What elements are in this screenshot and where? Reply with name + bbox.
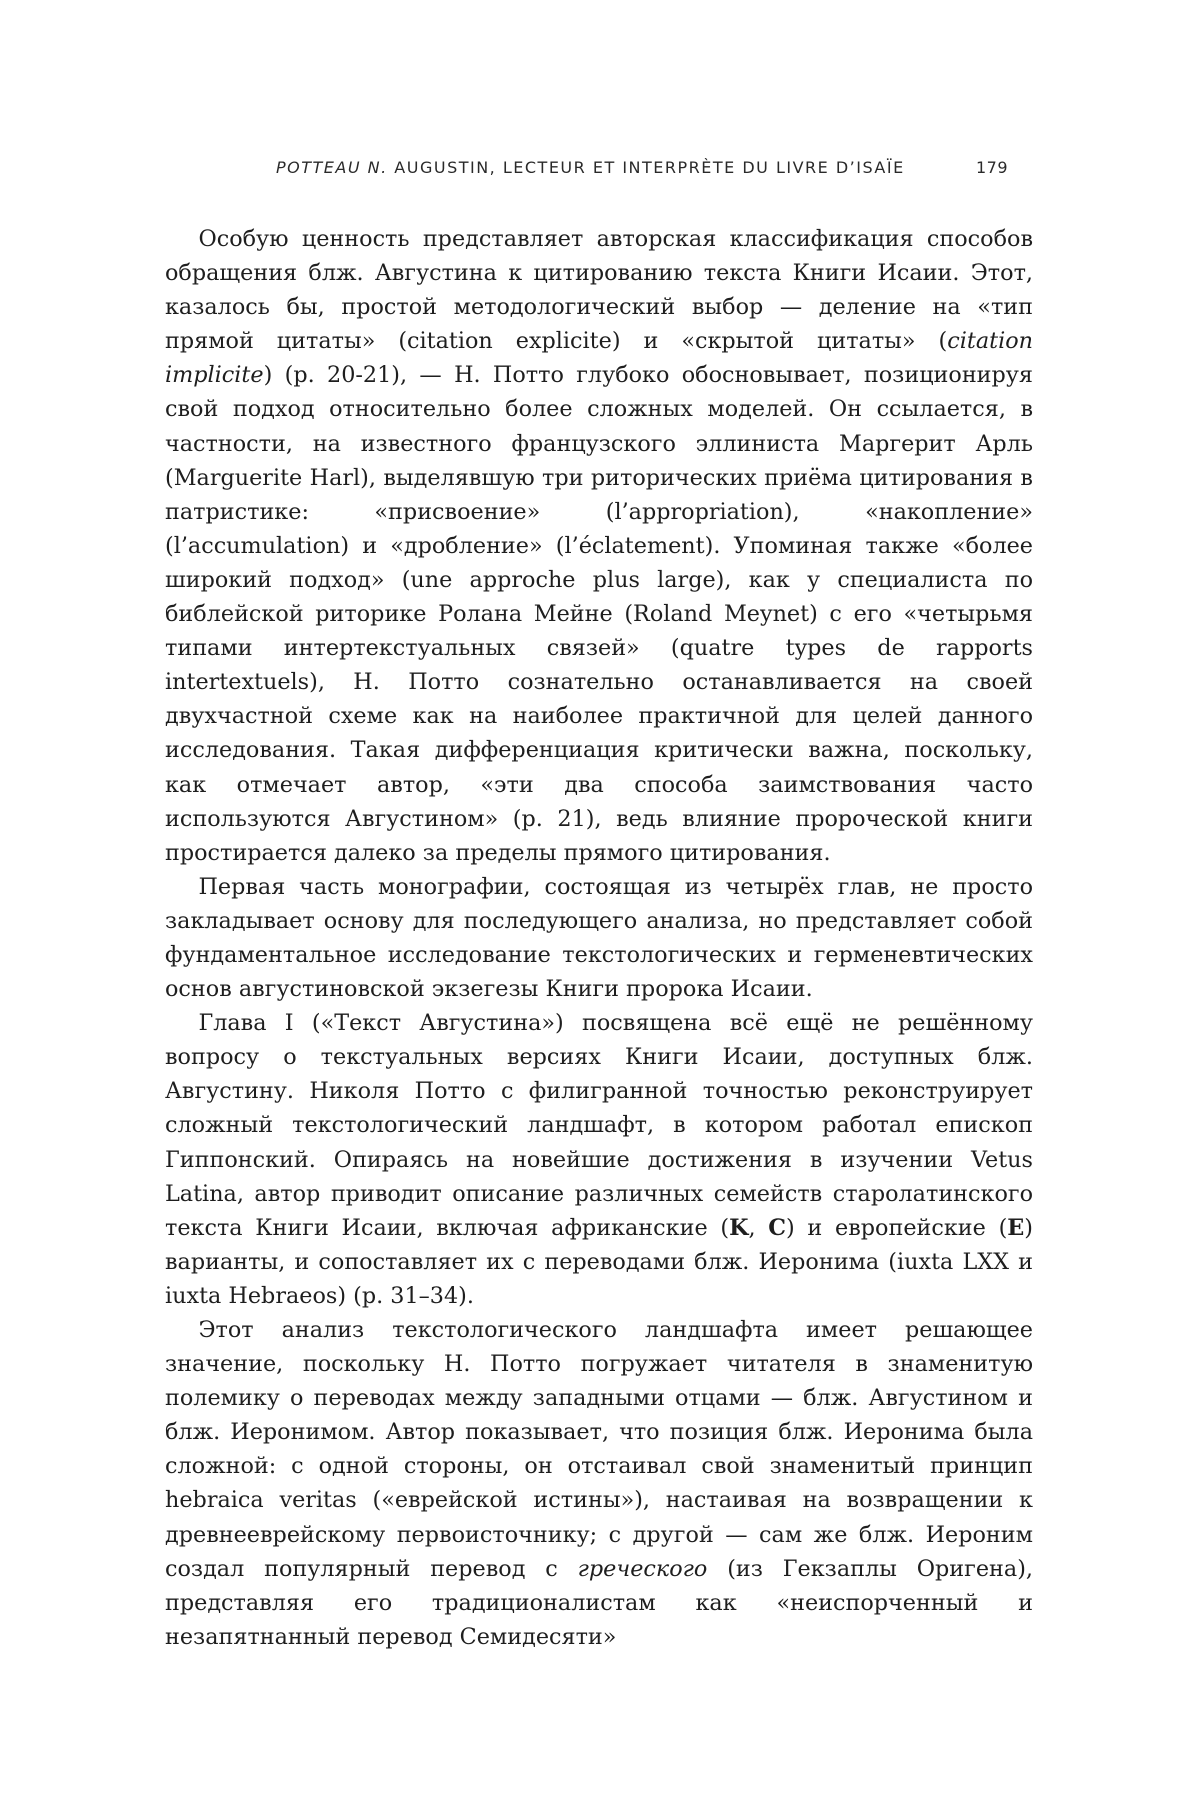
header-title: AUGUSTIN, LECTEUR ET INTERPRÈTE DU LIVRE D’ISAÏE [394, 158, 905, 177]
body-text [165, 222, 1033, 1654]
bold-siglum: C [768, 1214, 787, 1241]
header-author: POTTEAU N. [276, 158, 388, 177]
text-run: ) (p. 20-21), — Н. Потто глубоко обосновывает, позиционируя свой подход относительно более сложных моделей. Он ссылается, в частности, на известного французского эллиниста Маргерит Арль (Marguerite Harl), выделявшую три риторических приёма цитирования в патристике: «присвоение» (l’appropriation), «накопление» (l’accumulation) и «дробление» (l’éclatement). Упоминая также «более широкий подход» (une approche plus large), как у специалиста по библейской риторике Ролана Мейне (Roland Meynet) с его «четырьмя типами интертекстуальных связей» (quatre types de rapports intertextuels), Н. Потто сознательно останавливается на своей двухчастной схеме как на наиболее практичной для целей данного исследования. Такая дифференциация критически важна, поскольку, как отмечает автор, «эти два способа заимствования часто используются Августином» (p. 21), ведь влияние пророческой книги простирается далеко за пределы прямого цитирования. [165, 362, 1033, 866]
page-number: 179 [975, 158, 1008, 177]
text-run: ) и европейские ( [786, 1214, 1008, 1241]
text-run: , [748, 1214, 769, 1241]
text-run: ) варианты, и сопоставляет их с переводами блж. Иеронима (iuxta LXX и iuxta Hebraeos) (p. 31–34). [165, 1214, 1033, 1309]
bold-siglum: K [729, 1214, 749, 1241]
paragraph [165, 870, 1033, 1006]
italic-text: citation implicite [165, 328, 1033, 389]
text-run: Первая часть монографии, состоящая из четырёх глав, не просто закладывает основу для последующего анализа, но представляет собой фундаментальное исследование текстологических и герменевтических основ августиновской экзегезы Книги пророка Исаии. [165, 873, 1033, 1003]
running-header [276, 158, 1008, 182]
text-run: Особую ценность представляет авторская классификация способов обращения блж. Августина к цитированию текста Книги Исаии. Этот, казалось бы, простой методологический выбор — деление на «тип прямой цитаты» (citation explicite) и «скрытой цитаты» ( [165, 226, 1033, 355]
text-run: (из Гекзаплы Оригена), представляя его традиционалистам как «неиспорченный и незапятнанный перевод Семидесяти» [165, 1555, 1033, 1650]
paragraph [165, 1313, 1033, 1654]
bold-siglum: E [1007, 1214, 1025, 1241]
paragraph [165, 1006, 1033, 1313]
text-run: Глава I («Текст Августина») посвящена всё ещё не решённому вопросу о текстуальных версиях Книги Исаии, доступных блж. Августину. Николя Потто с филигранной точностью реконструирует сложный текстологический ландшафт, в котором работал епископ Гиппонский. Опираясь на новейшие достижения в изучении Vetus Latina, автор приводит описание различных семейств старолатинского текста Книги Исаии, включая африканские ( [165, 1010, 1033, 1241]
italic-text: греческого [577, 1555, 708, 1582]
paragraph [165, 222, 1033, 870]
text-run: Этот анализ текстологического ландшафта имеет решающее значение, поскольку Н. Потто погружает читателя в знаменитую полемику о переводах между западными отцами — блж. Августином и блж. Иеронимом. Автор показывает, что позиция блж. Иеронима была сложной: с одной стороны, он отстаивал свой знаменитый принцип hebraica veritas («еврейской истины»), настаивая на возвращении к древнееврейскому первоисточнику; с другой — сам же блж. Иероним создал популярный перевод с [165, 1317, 1033, 1582]
